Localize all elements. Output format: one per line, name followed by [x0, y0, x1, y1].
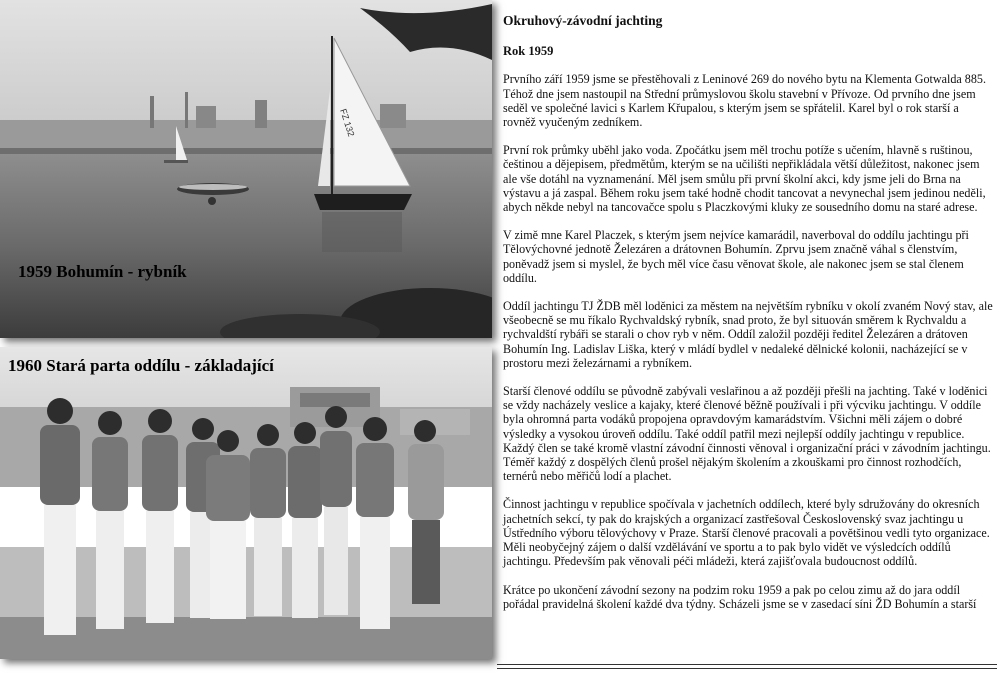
pond-photo-drawing: [0, 0, 492, 338]
article-paragraph: První rok průmky uběhl jako voda. Zpočátku jsem měl trochu potíže s učením, hlavně s ruštinou, češtinou a dějepisem, předmětům, kterým se na učilišti nepřikládala větší důležitost, nakonec jsem ale vše dotáhl na vyznamenání. Měl jsem smůlu při první školní akci, kdy jsme jeli do Brna na výstavu a já zaspal. Během roku jsem také hodně chodit tancovat a nevynechal jsem jedinou neděli, abych někde nebyl na tancovačce spolu s Placzkovými kluky ze sousedního domu na staré adrese.: [503, 143, 986, 215]
article-paragraph: V zimě mne Karel Placzek, s kterým jsem nejvíce kamarádil, naverboval do oddílu jachtingu při Tělovýchovné jednotě Železáren a drátovnen Bohumín. Zprvu jsem značně váhal s členstvím, poněvadž jsem si myslel, že bych měl více času věnovat škole, ale nakonec jsem se stal členem oddílu.: [503, 228, 969, 285]
article: [503, 14, 993, 625]
photo-caption-1959: 1959 Bohumín - rybník: [18, 262, 187, 281]
photo-caption-1960: 1960 Stará parta oddílu - základající: [8, 356, 274, 375]
article-paragraph: Činnost jachtingu v republice spočívala v jachetních oddílech, které byly sdružovány do okresních jachetních sekcí, ty pak do krajských a organizací zastřešoval Československý svaz jachtingu u Ústředního výboru tělovýchovy v Praze. Starší členové pracovali a povětšinou vedli tyto organizace. Měli neobyčejný zájem o další vzdělávání ve sportu a to pak bylo vidět ve výsledcích oddílů jachtingu. Především pak věnovali péči mládeži, která zajišťovala budoucnost oddílů.: [503, 497, 990, 569]
article-paragraph: Oddíl jachtingu TJ ŽDB měl loděnici za městem na největším rybníku v okolí zvaném Nový stav, ale všeobecně se mu říkalo Rychvaldský rybník, snad proto, že byl situován směrem k Rychvaldu a rychvaldští rybáři se starali o chov ryb v něm. Oddíl založil později ředitel Železáren a drátoven Bohumín Ing. Ladislav Liška, který v mládí bydlel v nedaleké dělnické kolonii, nacházející se v prostoru mezi železárnami a rybníkem.: [503, 299, 993, 370]
sail-number: FZ 132: [338, 107, 357, 138]
article-title: Okruhový-závodní jachting: [503, 13, 663, 28]
group-photo-drawing: [0, 347, 492, 659]
article-paragraph: Starší členové oddílu se původně zabývali veslařinou a až později přešli na jachting. Také v loděnici se vždy nacházely veslice a kajaky, které členové běžně používali i při výcviku jachtingu. V oddíle byla ohromná parta vodáků propojena opravdovým kamarádstvím. Všichni měli zájem o dobré výsledky a vysokou úroveň oddílu. Také oddíl patřil mezi nejlepší oddíly jachtingu v republice. Každý člen se také kromě vlastní závodní činnosti věnoval i organizační práci v závodním jachtingu. Téměř každý z dospělých členů prošel nějakým školením a zkouškami pro činnost rozhodčích, ternérů nebo měřičů lodí a plachet.: [503, 384, 991, 484]
bottom-divider: [497, 664, 997, 669]
article-paragraph: Krátce po ukončení závodní sezony na podzim roku 1959 a pak po celou zimu až do jara oddíl pořádal pravidelná školení každé dva týdny. Scházeli jsme se v zasedací síni ŽD Bohumín a starší: [503, 582, 977, 611]
photo-club-group-1960: [0, 347, 492, 659]
article-paragraph: Prvního září 1959 jsme se přestěhovali z Leninové 269 do nového bytu na Klementa Gotwalda 885. Téhož dne jsem nastoupil na Střední průmyslovou školu stavební v Přívoze. Od prvního dne jsem seděl ve společné lavici s Karlem Křupalou, s kterým jsem se spřátelil. Karel byl o rok starší a rovněž vyučeným zedníkem.: [503, 72, 986, 130]
article-year: Rok 1959: [503, 44, 554, 59]
photo-bohumin-pond: [0, 0, 492, 338]
